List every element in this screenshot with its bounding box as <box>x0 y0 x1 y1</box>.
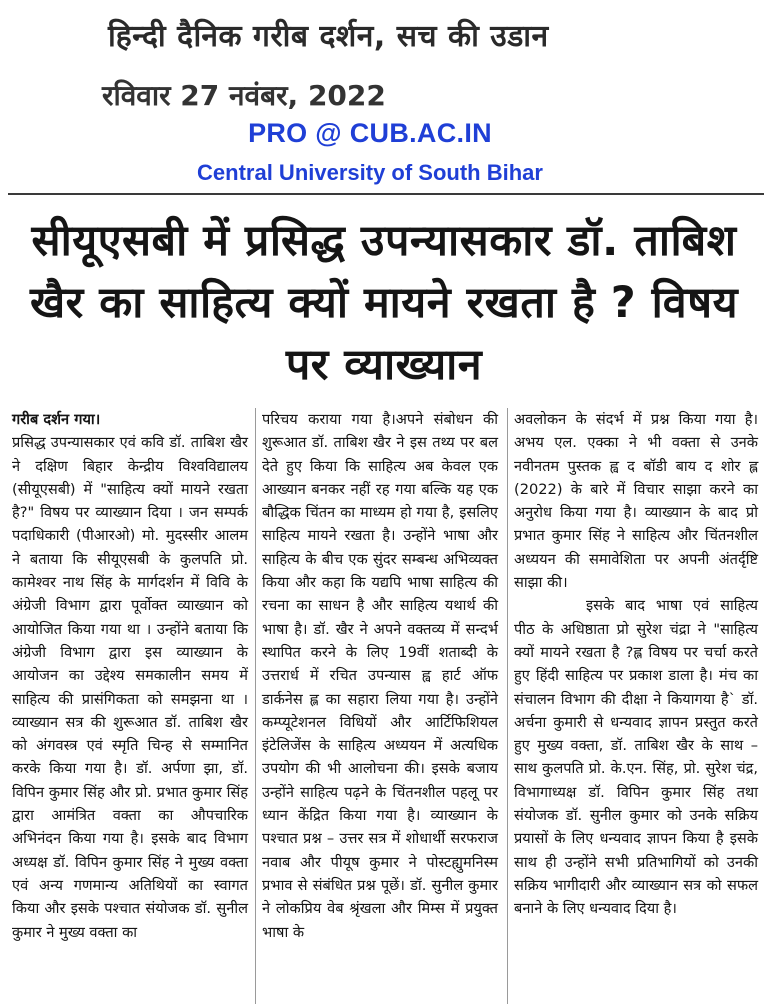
column-1-text: प्रसिद्ध उपन्यासकार एवं कवि डॉ. ताबिश खैर ने दक्षिण बिहार केन्द्रीय विश्वविद्यालय (सीयूएसबी) में "साहित्य क्यों मायने रखता है?" विषय पर व्याख्यान दिया । जन सम्पर्क पदाधिकारी (पीआरओ) मो. मुदस्सीर आलम ने बताया कि सीयूएसबी के कुलपति प्रो. कामेश्वर नाथ सिंह के मार्गदर्शन में विवि के अंग्रेजी विभाग द्वारा पूर्वोक्त व्याख्यान को आयोजित किया गया था । उन्होंने बताया कि अंग्रेजी विभाग द्वारा इस व्याख्यान के आयोजन का उद्देश्य समकालीन समय में साहित्य की प्रासंगिकता को समझना था । व्याख्यान सत्र की शुरूआत डॉ. ताबिश खैर को अंगवस्त्र एवं स्मृति चिन्ह से सम्मानित करके किया गया है। डॉ. अर्पणा झा, डॉ. विपिन कुमार सिंह और प्रो. प्रभात कुमार सिंह द्वारा आमंत्रित वक्ता का औपचारिक अभिनंदन किया गया है। इसके बाद विभाग अध्यक्ष डॉ. विपिन कुमार सिंह ने मुख्य वक्ता एवं अन्य गणमान्य अतिथियों का स्वागत किया और इसके पश्चात संयोजक डॉ. सुनील कुमार ने मुख्य वक्ता का <box>12 434 248 941</box>
masthead <box>0 0 768 198</box>
article-column-2 <box>262 408 498 944</box>
column-divider <box>507 408 508 1004</box>
column-2-text: परिचय कराया गया है।अपने संबोधन की शुरूआत डॉ. ताबिश खैर ने इस तथ्य पर बल देते हुए किया कि साहित्य अब केवल एक आख्यान बनकर नहीं रह गया बल्कि यह एक बौद्धिक चिंतन का माध्यम हो गया है, इसलिए साहित्य मायने रखता है। उन्होंने भाषा और साहित्य के बीच एक सुंदर सम्बन्ध अभिव्यक्त किया और कहा कि यद्यपि भाषा साहित्य की रचना का साधन है और साहित्य यथार्थ की भाषा है। डॉ. खैर ने अपने वक्तव्य में सन्दर्भ स्थापित करने के लिए 19वीं शताब्दी के उत्तरार्ध में रचित उपन्यास ह्व हार्ट ऑफ डार्कनेस ह्ल का सहारा लिया गया है। उन्होंने कम्प्यूटेशनल विधियों और आर्टिफिशियल इंटेलिजेंस के साहित्य अध्ययन में अत्यधिक उपयोग की भी आलोचना की। इसके बजाय उन्होंने साहित्य पढ़ने के चिंतनशील पहलू पर ध्यान केंद्रित किया गया है। व्याख्यान के पश्चात प्रश्न – उत्तर सत्र में शोधार्थी सरफराज नवाब और पीयूष कुमार ने पोस्टह्युमनिस्म प्रभाव से संबंधित प्रश्न पूछें। डॉ. सुनील कुमार ने लोकप्रिय वेब श्रृंखला और मिम्स में प्रयुक्त भाषा के <box>262 411 498 941</box>
column-3-paragraph-2: इसके बाद भाषा एवं साहित्य पीठ के अधिष्ठाता प्रो सुरेश चंद्रा ने "साहित्य क्यों मायने रखता है ?ह्ल विषय पर चर्चा करते हुए हिंदी साहित्य पर प्रकाश डाला है। मंच का संचालन विभाग की दीक्षा ने कियागया है` डॉ. अर्चना कुमारी से धन्यवाद ज्ञापन प्रस्तुत करते हुए मुख्य वक्ता, डॉ. ताबिश खैर के साथ – साथ कुलपति प्रो. के.एन. सिंह, प्रो. सुरेश चंद्र, विभागाध्यक्ष डॉ. विपिन कुमार सिंह तथा संयोजक डॉ. सुनील कुमार को उनके सक्रिय प्रयासों के लिए धन्यवाद ज्ञापन किया है इसके साथ ही उन्होंने सभी प्रतिभागियों को उनकी सक्रिय भागीदारी और व्याख्यान सत्र को सफल बनाने के लिए धन्यवाद दिया है। <box>514 597 758 918</box>
publication-date: रविवार 27 नवंबर, 2022 <box>102 79 386 112</box>
column-3-text: अवलोकन के संदर्भ में प्रश्न किया गया है। अभय एल. एक्का ने भी वक्ता से उनके नवीनतम पुस्तक ह्व द बॉडी बाय द शोर ह्ल (2022) के बारे में विचार साझा करने का अनुरोध किया गया है। व्याख्यान के बाद प्रो प्रभात कुमार सिंह ने साहित्य और चिंतनशील अध्ययन की समावेशिता पर अपनी अंतर्दृष्टि साझा की। <box>514 411 758 592</box>
article-headline: सीयूएसबी में प्रसिद्ध उपन्यासकार डॉ. ताबिश खैर का साहित्य क्यों मायने रखता है ? विषय पर व्याख्यान <box>29 216 739 390</box>
divider-rule <box>8 193 764 195</box>
article-column-1 <box>12 408 248 944</box>
dateline: गरीब दर्शन गया। <box>12 411 101 428</box>
university-name: Central University of South Bihar <box>197 160 543 185</box>
newspaper-name: हिन्दी दैनिक गरीब दर्शन, सच की उडान <box>108 19 549 54</box>
column-divider <box>255 408 256 1004</box>
pro-email: PRO @ CUB.AC.IN <box>248 118 492 148</box>
article-column-3 <box>514 408 758 921</box>
